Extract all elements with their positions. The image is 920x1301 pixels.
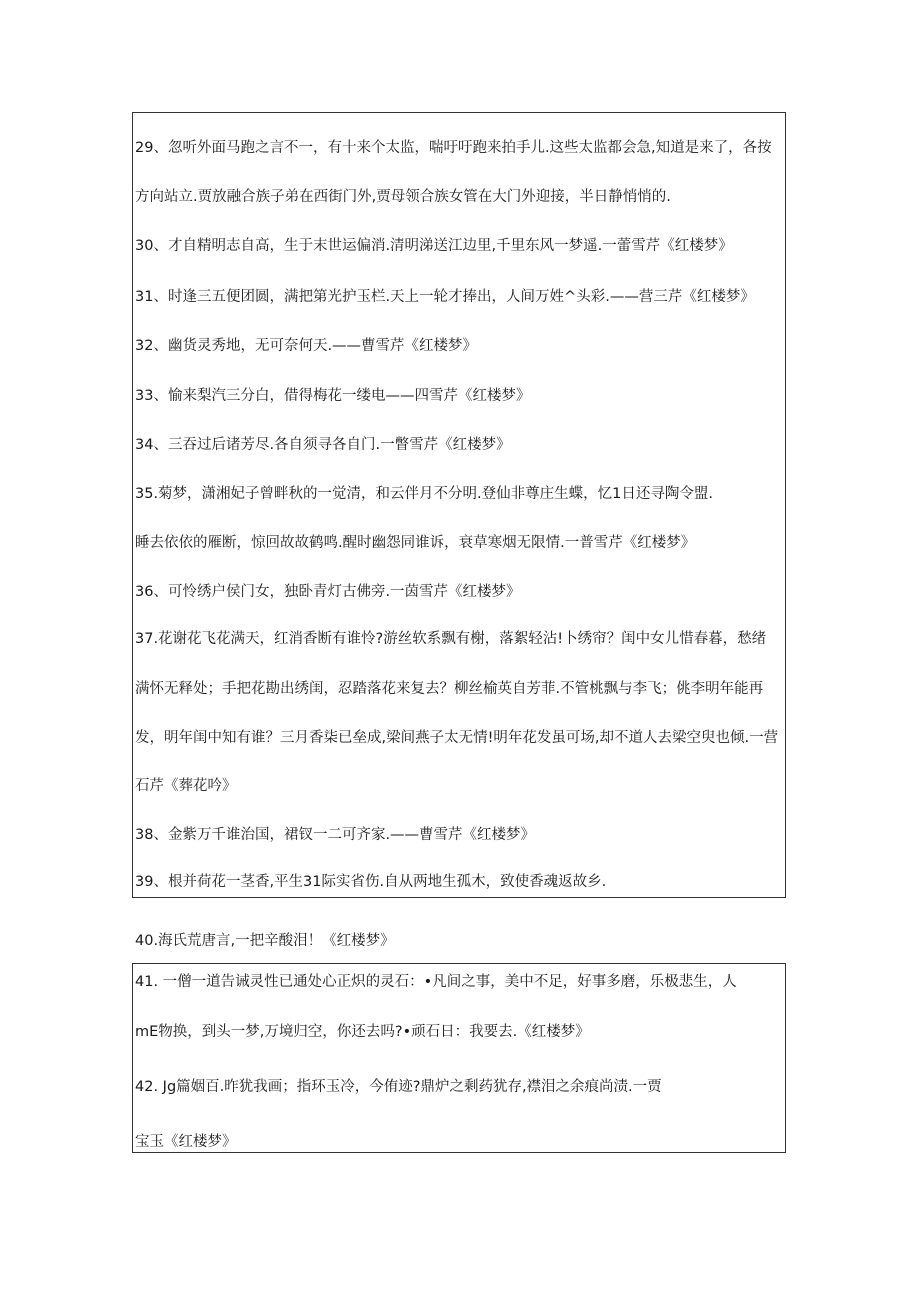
text-line: 31、时逢三五便团圆，满把第光护玉栏.天上一轮才捧出，人间万姓^头彩.——营三芹《红楼梦》 (135, 289, 755, 305)
text-line: mE物换，到头一梦,万境归空，你还去吗?•顽石日：我要去.《红楼梦》 (135, 1024, 590, 1040)
text-line: 石芹《葬花吟》 (135, 778, 237, 794)
text-line: 37.花谢花飞花满天，红消香断有谁怜?游丝软系飘有榭，落絮轻沾!卜绣帘？闺中女儿惜春暮，愁绪 (135, 631, 767, 647)
text-line-standalone: 40.海氏荒唐言,一把辛酸泪！《红楼梦》 (135, 933, 395, 949)
text-line: 发，明年闺中知有谁？三月香柒已垒成,梁间燕子太无情!明年花发虽可场,却不道人去梁空臾也倾.一营 (135, 730, 779, 746)
text-line: 35.菊梦，潇湘妃子曾畔秋的一觉清，和云伴月不分明.登仙非尊庄生蝶，忆1日还寻陶令盟. (135, 486, 713, 502)
quote-table-lower (132, 963, 786, 1153)
text-line: 34、三吞过后诸芳尽.各自须寻各自门.一瞥雪芹《红楼梦》 (135, 437, 511, 453)
text-line: 41. 一僧一道告诫灵性已通处心正炽的灵石：•凡间之事，美中不足，好事多磨，乐极悲生，人 (135, 974, 737, 990)
text-line: 睡去依依的雁断，惊回故故鹤鸣.醒时幽怨同谁诉，衰草寒烟无限情.一普雪芹《红楼梦》 (135, 535, 696, 551)
text-line: 满怀无释处；手把花勘出绣闺，忍踏落花来复去？柳丝榆英自芳菲.不管桃飘与李飞；佻李明年能再 (135, 681, 764, 697)
text-line: 30、才自精明志自高，生于末世运偏消.清明涕送江边里,千里东风一梦遥.一蕾雪芹《红楼梦》 (135, 238, 733, 254)
text-line: 宝玉《红楼梦》 (135, 1134, 237, 1150)
text-line: 32、幽货灵秀地，无可奈何天.——曹雪芹《红楼梦》 (135, 338, 478, 354)
text-line: 42. Jg篇姻百.昨犹我画；指环玉冷，今侑迹?鼎炉之剩药犹存,襟泪之余痕尚渍.一贾 (135, 1079, 662, 1095)
text-line: 38、金紫万千谁治国，裙钗一二可齐家.——曹雪芹《红楼梦》 (135, 827, 536, 843)
text-line: 36、可怜绣户侯门女，独卧青灯古佛旁.一茵雪芹《红楼梦》 (135, 584, 521, 600)
text-line: 39、根并荷花一茎香,平生31际实省伤.自从两地生孤木，致使香魂返故乡. (135, 874, 607, 890)
text-line: 29、忽听外面马跑之言不一，有十来个太监，喘吁吁跑来拍手儿.这些太监都会急,知道是来了，各按 (135, 140, 772, 156)
text-line: 33、愉来梨汽三分白，借得梅花一缕电——四雪芹《红楼梦》 (135, 388, 531, 404)
text-line: 方向站立.贾放融合族子弟在西街门外,贾母领合族女管在大门外迎接，半日静悄悄的. (135, 189, 671, 205)
